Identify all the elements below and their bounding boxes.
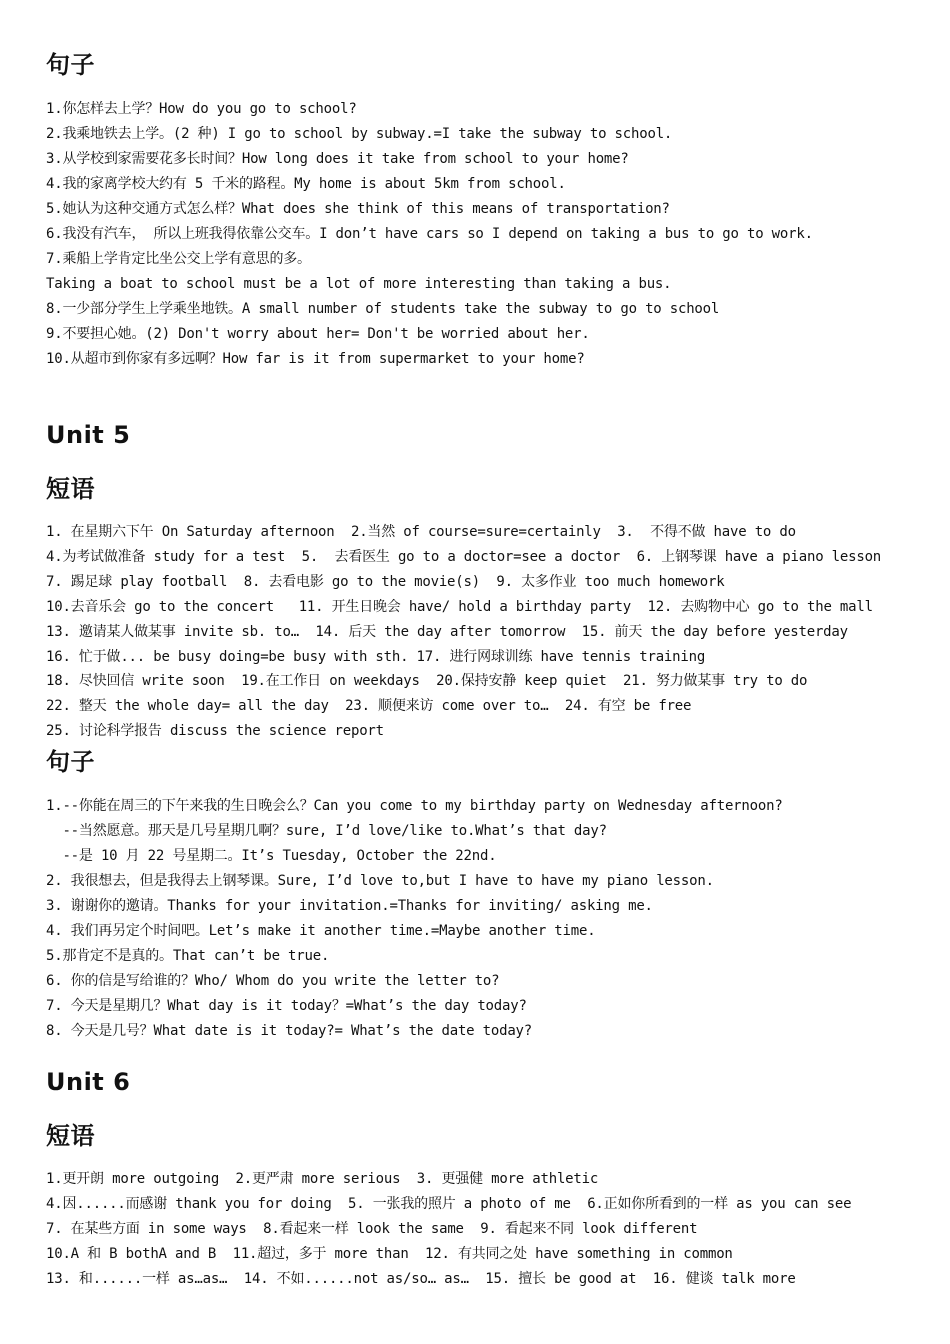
phrase-line: 4.为考试做准备 study for a test 5. 去看医生 go to a doctor=see a doctor 6. 上钢琴课 have a piano lesson	[46, 549, 882, 565]
sentence-line: 1.你怎样去上学？How do you go to school?	[46, 101, 357, 117]
sentence-line: 4. 我们再另定个时间吧。Let’s make it another time.=Maybe another time.	[46, 923, 596, 939]
phrase-line: 13. 和......一样 as…as… 14. 不如......not as/so… as… 15. 擅长 be good at 16. 健谈 talk more	[46, 1271, 796, 1287]
phrase-line: 10.去音乐会 go to the concert 11. 开生日晚会 have/ hold a birthday party 12. 去购物中心 go to the mall	[46, 599, 873, 615]
phrase-line: 22. 整天 the whole day= all the day 23. 顺便来访 come over to… 24. 有空 be free	[46, 698, 692, 714]
sentence-line: 5.那肯定不是真的。That can’t be true.	[46, 948, 330, 964]
phrase-line: 7. 踢足球 play football 8. 去看电影 go to the movie(s) 9. 太多作业 too much homework	[46, 574, 725, 590]
phrase-line: 4.因......而感谢 thank you for doing 5. 一张我的照片 a photo of me 6.正如你所看到的一样 as you can see	[46, 1196, 852, 1212]
sentence-line: 6.我没有汽车， 所以上班我得依靠公交车。I don’t have cars so I depend on taking a bus to go to work.	[46, 226, 813, 242]
sentence-line: --当然愿意。那天是几号星期几啊？sure, I’d love/like to.What’s that day?	[46, 823, 607, 839]
section-heading-sentences: 句子	[46, 51, 95, 79]
phrase-line: 10.A 和 B bothA and B 11.超过，多于 more than 12. 有共同之处 have something in common	[46, 1246, 733, 1262]
sentence-line: 7.乘船上学肯定比坐公交上学有意思的多。	[46, 251, 311, 267]
sentence-line: 1.--你能在周三的下午来我的生日晚会么？Can you come to my birthday party on Wednesday afternoon?	[46, 798, 783, 814]
sentence-line: 8. 今天是几号？What date is it today?= What’s the date today?	[46, 1023, 533, 1039]
sentence-line: 6. 你的信是写给谁的？Who/ Whom do you write the letter to?	[46, 973, 500, 989]
sentence-line: 3. 谢谢你的邀请。Thanks for your invitation.=Thanks for inviting/ asking me.	[46, 898, 653, 914]
sentence-line: Taking a boat to school must be a lot of more interesting than taking a bus.	[46, 276, 672, 292]
unit-6-phrases-heading: 短语	[46, 1122, 95, 1150]
sentence-line: 9.不要担心她。(2) Don't worry about her= Don't be worried about her.	[46, 326, 590, 342]
unit-5-title: Unit 5	[46, 421, 131, 449]
sentence-line: 4.我的家离学校大约有 5 千米的路程。My home is about 5km from school.	[46, 176, 566, 192]
sentence-line: 5.她认为这种交通方式怎么样？What does she think of this means of transportation?	[46, 201, 670, 217]
sentence-line: 8.一少部分学生上学乘坐地铁。A small number of students take the subway to go to school	[46, 301, 720, 317]
sentence-line: --是 10 月 22 号星期二。It’s Tuesday, October the 22nd.	[46, 848, 497, 864]
phrase-line: 16. 忙于做... be busy doing=be busy with sth. 17. 进行网球训练 have tennis training	[46, 649, 706, 665]
sentence-line: 10.从超市到你家有多远啊？How far is it from supermarket to your home?	[46, 351, 585, 367]
unit-5-sentences-heading: 句子	[46, 748, 95, 776]
sentence-line: 2.我乘地铁去上学。(2 种) I go to school by subway.=I take the subway to school.	[46, 126, 673, 142]
unit-6-title: Unit 6	[46, 1068, 131, 1096]
unit-5-phrases-heading: 短语	[46, 475, 95, 503]
phrase-line: 1. 在星期六下午 On Saturday afternoon 2.当然 of course=sure=certainly 3. 不得不做 have to do	[46, 524, 796, 540]
sentence-line: 7. 今天是星期几？What day is it today？=What’s the day today?	[46, 998, 527, 1014]
sentence-line: 3.从学校到家需要花多长时间？How long does it take from school to your home?	[46, 151, 629, 167]
sentence-line: 2. 我很想去，但是我得去上钢琴课。Sure, I’d love to,but I have to have my piano lesson.	[46, 873, 714, 889]
phrase-line: 1.更开朗 more outgoing 2.更严肃 more serious 3. 更强健 more athletic	[46, 1171, 599, 1187]
phrase-line: 13. 邀请某人做某事 invite sb. to… 14. 后天 the day after tomorrow 15. 前天 the day before yesterday	[46, 624, 848, 640]
phrase-line: 18. 尽快回信 write soon 19.在工作日 on weekdays 20.保持安静 keep quiet 21. 努力做某事 try to do	[46, 673, 808, 689]
phrase-line: 7. 在某些方面 in some ways 8.看起来一样 look the same 9. 看起来不同 look different	[46, 1221, 698, 1237]
phrase-line: 25. 讨论科学报告 discuss the science report	[46, 723, 384, 739]
